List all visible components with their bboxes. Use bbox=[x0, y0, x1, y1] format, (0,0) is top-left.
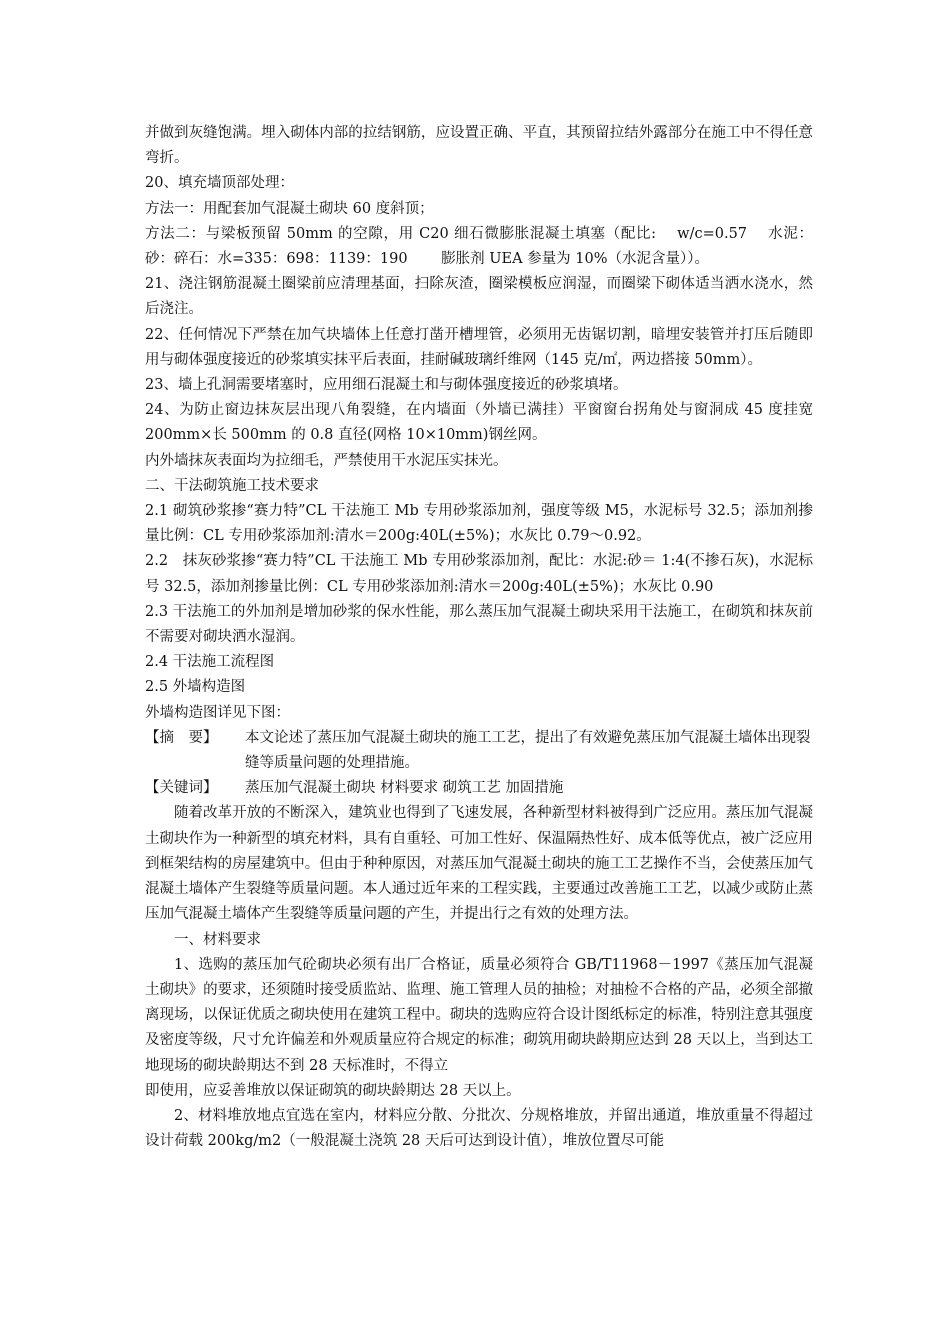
paragraph: 20、填充墙顶部处理： bbox=[145, 175, 294, 192]
document-body bbox=[145, 121, 813, 1154]
intro-paragraph: 随着改革开放的不断深入，建筑业也得到了飞速发展，各种新型材料被得到广泛应用。蒸压加气混凝土砌块作为一种新型的填充材料，具有自重轻、可加工性好、保温隔热性好、成本低等优点，被广泛应用到框架结构的房屋建筑中。但由于种种原因，对蒸压加气混凝土砌块的施工工艺操作不当，会使蒸压加气混凝土墙体产生裂缝等质量问题。本人通过近年来的工程实践，主要通过改善施工工艺，以减少或防止蒸压加气混凝土墙体产生裂缝等质量问题的产生，并提出行之有效的处理方法。 bbox=[145, 805, 813, 923]
paragraph: 即使用，应妥善堆放以保证砌筑的砌块龄期达 28 天以上。 bbox=[145, 1082, 521, 1099]
abstract-label: 【摘 要】 bbox=[145, 729, 218, 746]
paragraph: 2.1 砌筑砂浆掺“赛力特”CL 干法施工 Mb 专用砂浆添加剂，强度等级 M5，水泥标号 32.5；添加剂掺量比例：CL 专用砂浆添加剂:清水＝200g:40L(±5%)；水灰比 0.79～0.92。 bbox=[145, 503, 813, 545]
paragraph: 2、材料堆放地点宜选在室内，材料应分散、分批次、分规格堆放，并留出通道，堆放重量不得超过设计荷载 200kg/m2（一般混凝土浇筑 28 天后可达到设计值），堆放位置尽可能 bbox=[145, 1107, 813, 1150]
abstract bbox=[145, 726, 813, 776]
paragraph: 并做到灰缝饱满。埋入砌体内部的拉结钢筋，应设置正确、平直，其预留拉结外露部分在施工中不得任意弯折。 bbox=[145, 125, 813, 167]
paragraph: 方法一：用配套加气混凝土砌块 60 度斜顶； bbox=[145, 200, 434, 217]
paragraph: 2.2 抹灰砂浆掺“赛力特”CL 干法施工 Mb 专用砂浆添加剂，配比：水泥:砂＝ 1:4(不掺石灰)，水泥标号 32.5，添加剂掺量比例：CL 专用砂浆添加剂:清水＝200g:40L(±5%)；水灰比 0.90 bbox=[145, 553, 813, 595]
paragraph: 2.3 干法施工的外加剂是增加砂浆的保水性能，那么蒸压加气混凝土砌块采用干法施工，在砌筑和抹灰前不需要对砌块洒水湿润。 bbox=[145, 603, 813, 646]
paragraph: 22、任何情况下严禁在加气块墙体上任意打凿开槽埋管，必须用无齿锯切割，暗埋安装管并打压后随即用与砌体强度接近的砂浆填实抹平后表面，挂耐碱玻璃纤维网（145 克/㎡，两边搭接 50mm）。 bbox=[145, 326, 813, 368]
keywords-text: 蒸压加气混凝土砌块 材料要求 砌筑工艺 加固措施 bbox=[245, 780, 564, 797]
paragraph: 内外墙抹灰表面均为拉细毛，严禁使用干水泥压实抹光。 bbox=[145, 452, 508, 469]
paragraph: 2.5 外墙构造图 bbox=[145, 679, 246, 696]
paragraph: 24、为防止窗边抹灰层出现八角裂缝，在内墙面（外墙已满挂）平窗窗台拐角处与窗洞成 45 度挂宽 200mm×长 500mm 的 0.8 直径(网格 10×10mm)钢丝网。 bbox=[145, 402, 813, 444]
section-heading: 二、干法砌筑施工技术要求 bbox=[145, 477, 319, 494]
paragraph: 21、浇注钢筋混凝土圈梁前应清理基面，扫除灰渣，圈梁模板应润湿，而圈梁下砌体适当洒水浇水，然后浇注。 bbox=[145, 276, 813, 318]
paragraph: 2.4 干法施工流程图 bbox=[145, 654, 275, 671]
paragraph: 1、选购的蒸压加气砼砌块必须有出厂合格证，质量必须符合 GB/T11968－1997《蒸压加气混凝土砌块》的要求，还须随时接受质监站、监理、施工管理人员的抽检；对抽检不合格的产品，必须全部撤离现场，以保证优质之砌块使用在建筑工程中。砌块的选购应符合设计图纸标定的标准，特别注意其强度及密度等级，尺寸允许偏差和外观质量应符合规定的标准；砌筑用砌块龄期应达到 28 天以上，当到达工地现场的砌块龄期达不到 28 天标准时，不得立 bbox=[145, 956, 813, 1074]
keywords bbox=[145, 776, 813, 801]
paragraph: 方法二：与梁板预留 50mm 的空隙，用 C20 细石微膨胀混凝土填塞（配比: w/c=0.57 水泥：砂：碎石：水=335：698：1139：190 膨胀剂 UEA 参量为 10%（水泥含量））。 bbox=[145, 225, 813, 268]
paragraph: 外墙构造图详见下图： bbox=[145, 704, 290, 721]
keywords-label: 【关键词】 bbox=[145, 780, 218, 797]
abstract-text: 本文论述了蒸压加气混凝土砌块的施工工艺，提出了有效避免蒸压加气混凝土墙体出现裂缝等质量问题的处理措施。 bbox=[245, 729, 811, 772]
section-heading: 一、材料要求 bbox=[174, 931, 261, 948]
paragraph: 23、墙上孔洞需要堵塞时，应用细石混凝土和与砌体强度接近的砂浆填堵。 bbox=[145, 377, 628, 394]
